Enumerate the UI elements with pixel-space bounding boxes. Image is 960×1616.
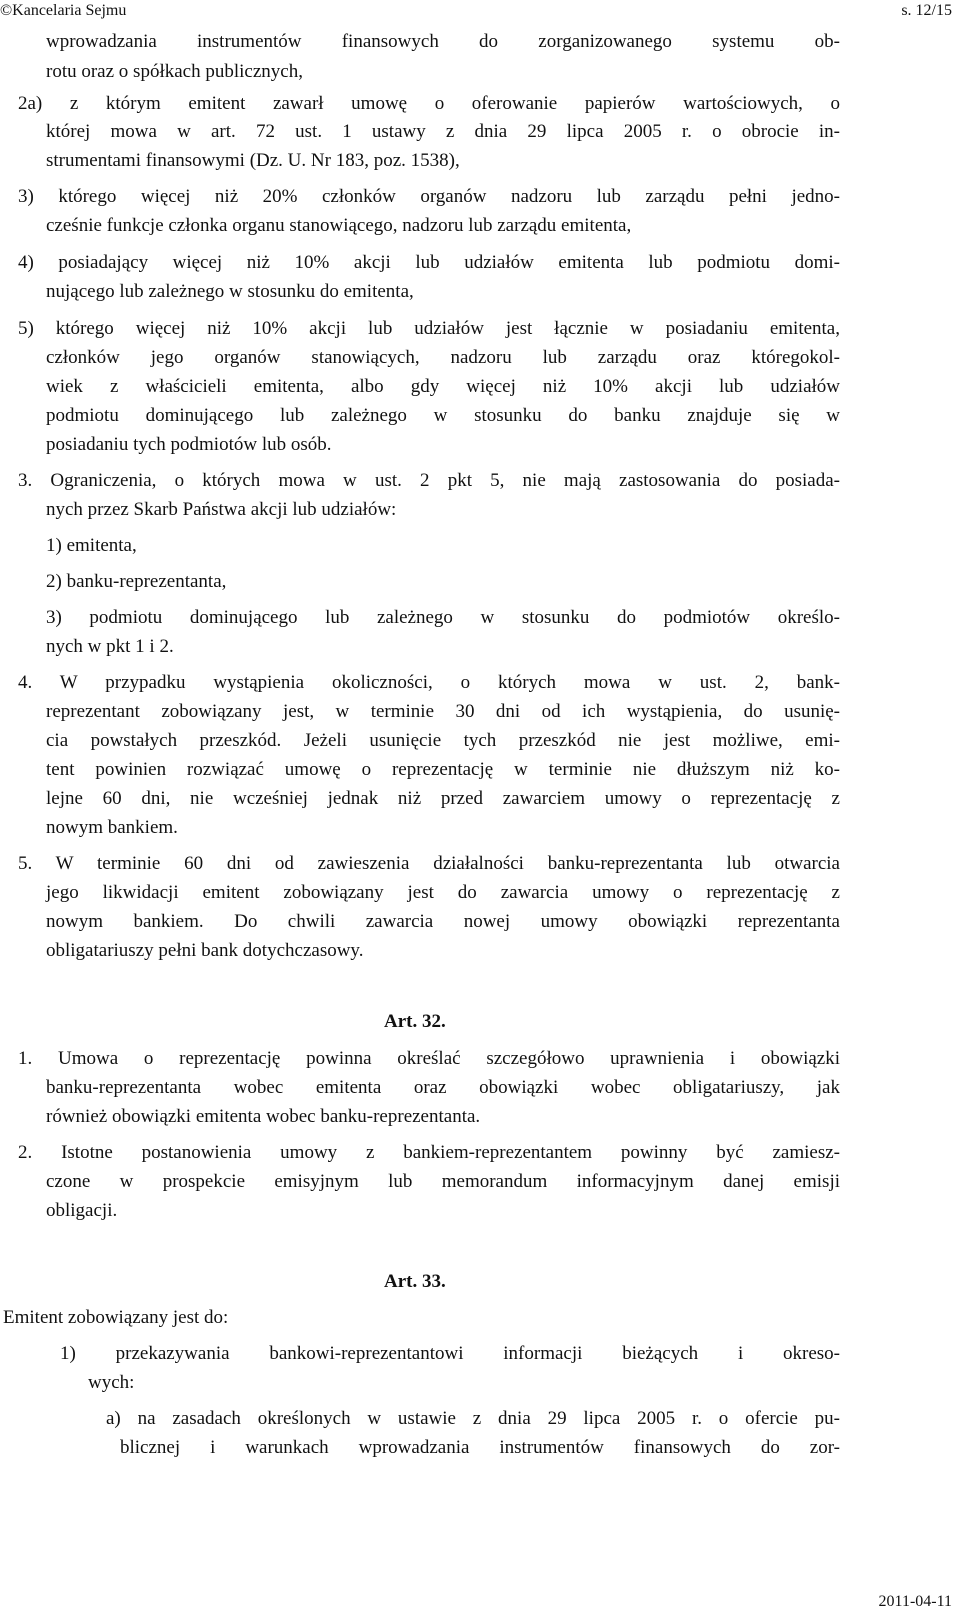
text-line: 3) podmiotu dominującego lub zależnego w stosunku do podmiotów określo-: [46, 607, 840, 628]
text-line: 3. Ograniczenia, o których mowa w ust. 2 pkt 5, nie mają zastosowania do posiada-: [18, 470, 840, 491]
footer-date: 2011-04-11: [878, 1593, 952, 1610]
text-line: 1. Umowa o reprezentację powinna określać szczegółowo uprawnienia i obowiązki: [18, 1048, 840, 1069]
text-line: również obowiązki emitenta wobec banku-reprezentanta.: [46, 1106, 481, 1127]
text-line: cześnie funkcje członka organu stanowiącego, nadzoru lub zarządu emitenta,: [46, 215, 632, 236]
text-line: 4) posiadający więcej niż 10% akcji lub udziałów emitenta lub podmiotu domi-: [18, 252, 840, 273]
text-line: wiek z właścicieli emitenta, albo gdy więcej niż 10% akcji lub udziałów: [46, 376, 840, 397]
text-line: nowym bankiem.: [46, 817, 178, 838]
text-line: cia powstałych przeszkód. Jeżeli usunięcie tych przeszkód nie jest możliwe, emi-: [46, 730, 840, 751]
page-number: s. 12/15: [901, 2, 952, 19]
text-line: 4. W przypadku wystąpienia okoliczności, o których mowa w ust. 2, bank-: [18, 672, 840, 693]
text-line: wych:: [88, 1372, 135, 1393]
text-line: lejne 60 dni, nie wcześniej jednak niż przed zawarciem umowy o reprezentację z: [46, 788, 840, 809]
article-heading-32: Art. 32.: [384, 1011, 446, 1032]
text-line: a) na zasadach określonych w ustawie z dnia 29 lipca 2005 r. o ofercie pu-: [106, 1408, 840, 1429]
text-line: 2a) z którym emitent zawarł umowę o oferowanie papierów wartościowych, o: [18, 93, 840, 114]
text-line: nych w pkt 1 i 2.: [46, 636, 174, 657]
text-line: 1) emitenta,: [46, 535, 137, 556]
text-line: podmiotu dominującego lub zależnego w stosunku do banku znajduje się w: [46, 405, 840, 426]
text-line: strumentami finansowymi (Dz. U. Nr 183, poz. 1538),: [46, 150, 460, 171]
text-line: nującego lub zależnego w stosunku do emitenta,: [46, 281, 414, 302]
text-line: jego likwidacji emitent zobowiązany jest do zawarcia umowy o reprezentację z: [46, 882, 840, 903]
text-line: wprowadzania instrumentów finansowych do zorganizowanego systemu ob-: [46, 31, 840, 52]
text-line: 5. W terminie 60 dni od zawieszenia działalności banku-reprezentanta lub otwarcia: [18, 853, 840, 874]
text-line: 1) przekazywania bankowi-reprezentantowi informacji bieżących i okreso-: [60, 1343, 840, 1364]
text-line: członków jego organów stanowiących, nadzoru lub zarządu oraz któregokol-: [46, 347, 840, 368]
text-line: 5) którego więcej niż 10% akcji lub udziałów jest łącznie w posiadaniu emitenta,: [18, 318, 840, 339]
text-line: tent powinien rozwiązać umowę o reprezentację w terminie nie dłuższym niż ko-: [46, 759, 840, 780]
text-line: posiadaniu tych podmiotów lub osób.: [46, 434, 332, 455]
text-line: blicznej i warunkach wprowadzania instrumentów finansowych do zor-: [120, 1437, 840, 1458]
text-line: nych przez Skarb Państwa akcji lub udziałów:: [46, 499, 397, 520]
text-line: reprezentant zobowiązany jest, w terminie 30 dni od ich wystąpienia, do usunię-: [46, 701, 840, 722]
text-line: Emitent zobowiązany jest do:: [3, 1307, 229, 1328]
article-heading-33: Art. 33.: [384, 1271, 446, 1292]
header-copyright: ©Kancelaria Sejmu: [0, 2, 127, 19]
text-line: obligacji.: [46, 1200, 118, 1221]
text-line: 3) którego więcej niż 20% członków organów nadzoru lub zarządu pełni jedno-: [18, 186, 840, 207]
text-line: banku-reprezentanta wobec emitenta oraz obowiązki wobec obligatariuszy, jak: [46, 1077, 840, 1098]
text-line: czone w prospekcie emisyjnym lub memorandum informacyjnym danej emisji: [46, 1171, 840, 1192]
text-line: 2) banku-reprezentanta,: [46, 571, 227, 592]
text-line: nowym bankiem. Do chwili zawarcia nowej umowy obowiązki reprezentanta: [46, 911, 840, 932]
text-line: obligatariuszy pełni bank dotychczasowy.: [46, 940, 364, 961]
text-line: 2. Istotne postanowienia umowy z bankiem-reprezentantem powinny być zamiesz-: [18, 1142, 840, 1163]
text-line: rotu oraz o spółkach publicznych,: [46, 61, 303, 82]
text-line: której mowa w art. 72 ust. 1 ustawy z dnia 29 lipca 2005 r. o obrocie in-: [46, 121, 840, 142]
